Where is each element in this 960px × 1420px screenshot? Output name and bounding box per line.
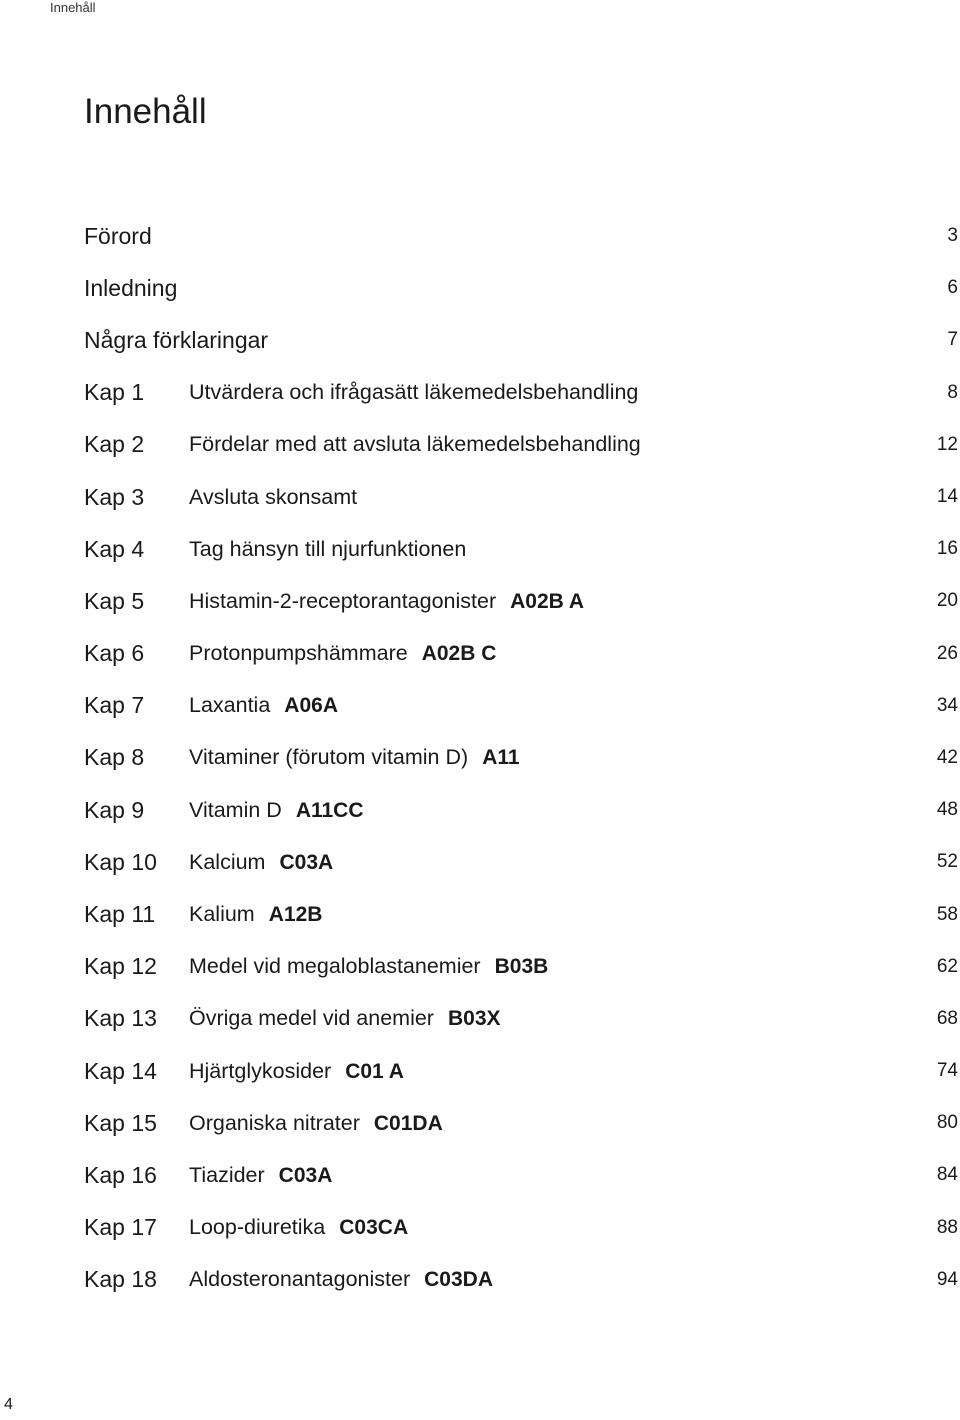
toc-entry-title bbox=[189, 432, 918, 457]
atc-code: A02B A bbox=[510, 589, 585, 613]
toc-title-text: Vitamin D bbox=[189, 797, 282, 822]
toc-entry-title bbox=[189, 745, 918, 770]
toc-entry-page: 12 bbox=[936, 433, 958, 455]
toc-entry-page: 68 bbox=[936, 1007, 958, 1029]
toc-title-text: Vitaminer (förutom vitamin D) bbox=[189, 745, 469, 770]
toc-entry-page: 88 bbox=[936, 1216, 958, 1238]
toc-chapter-number: Kap 12 bbox=[84, 953, 157, 980]
atc-code: C01DA bbox=[373, 1111, 443, 1135]
table-of-contents bbox=[84, 210, 958, 1306]
toc-entry-page: 74 bbox=[936, 1060, 958, 1082]
toc-entry-kap-16[interactable] bbox=[84, 1149, 958, 1201]
atc-code: C03DA bbox=[424, 1268, 493, 1292]
toc-entry-page: 34 bbox=[936, 694, 958, 716]
atc-code: B03X bbox=[447, 1007, 501, 1031]
atc-code: C03A bbox=[279, 850, 334, 874]
toc-entry-title bbox=[189, 1006, 918, 1031]
toc-entry-page: 14 bbox=[936, 486, 958, 508]
toc-chapter-number: Kap 4 bbox=[84, 535, 145, 562]
toc-chapter-number: Kap 2 bbox=[84, 431, 145, 458]
toc-entry-title bbox=[189, 380, 918, 405]
toc-entry-nagra-forklaringar[interactable] bbox=[84, 314, 958, 366]
toc-entry-title: Några förklaringar bbox=[84, 326, 269, 353]
toc-title-text: Aldosteronantagonister bbox=[189, 1267, 411, 1292]
toc-entry-title bbox=[189, 537, 918, 562]
toc-entry-page: 3 bbox=[947, 225, 958, 247]
toc-title-text: Laxantia bbox=[189, 693, 271, 718]
toc-title-text: Utvärdera och ifrågasätt läkemedelsbehandling bbox=[189, 380, 639, 405]
toc-chapter-number: Kap 15 bbox=[84, 1109, 157, 1136]
toc-entry-title bbox=[189, 954, 918, 979]
toc-entry-title bbox=[189, 1059, 918, 1084]
toc-chapter-number: Kap 13 bbox=[84, 1005, 157, 1032]
toc-chapter-number: Kap 1 bbox=[84, 379, 145, 406]
toc-entry-title: Inledning bbox=[84, 274, 178, 301]
toc-entry-page: 80 bbox=[936, 1112, 958, 1134]
toc-entry-page: 52 bbox=[936, 851, 958, 873]
toc-entry-title bbox=[189, 693, 918, 718]
toc-entry-title bbox=[189, 1267, 918, 1292]
toc-entry-title bbox=[189, 1111, 918, 1136]
toc-chapter-number: Kap 10 bbox=[84, 848, 157, 875]
toc-chapter-number: Kap 8 bbox=[84, 744, 145, 771]
toc-chapter-number: Kap 5 bbox=[84, 587, 145, 614]
toc-title-text: Kalium bbox=[189, 902, 255, 927]
toc-entry-page: 48 bbox=[936, 799, 958, 821]
toc-entry-title bbox=[189, 798, 918, 823]
toc-title-text: Hjärtglykosider bbox=[189, 1058, 332, 1083]
toc-title-text: Medel vid megaloblastanemier bbox=[189, 954, 481, 979]
atc-code: A11 bbox=[482, 746, 520, 770]
toc-entry-forord[interactable] bbox=[84, 210, 958, 262]
toc-entry-kap-9[interactable] bbox=[84, 784, 958, 836]
toc-entry-kap-4[interactable] bbox=[84, 523, 958, 575]
toc-title-text: Histamin-2-receptorantagonister bbox=[189, 588, 497, 613]
toc-chapter-number: Kap 7 bbox=[84, 692, 145, 719]
toc-entry-kap-14[interactable] bbox=[84, 1045, 958, 1097]
toc-chapter-number: Kap 16 bbox=[84, 1161, 157, 1188]
toc-entry-title bbox=[189, 589, 918, 614]
toc-entry-kap-10[interactable] bbox=[84, 836, 958, 888]
toc-title-text: Tiazider bbox=[189, 1162, 265, 1187]
toc-title-text: Loop-diuretika bbox=[189, 1215, 326, 1240]
toc-entry-title bbox=[189, 1163, 918, 1188]
atc-code: A06A bbox=[284, 694, 338, 718]
toc-chapter-number: Kap 17 bbox=[84, 1214, 157, 1241]
atc-code: C03CA bbox=[339, 1216, 409, 1240]
page-number: 4 bbox=[4, 1396, 13, 1413]
toc-entry-title bbox=[189, 902, 918, 927]
toc-entry-kap-5[interactable] bbox=[84, 575, 958, 627]
toc-entry-page: 26 bbox=[936, 642, 958, 664]
toc-chapter-number: Kap 14 bbox=[84, 1057, 157, 1084]
toc-entry-page: 94 bbox=[936, 1268, 958, 1290]
toc-chapter-number: Kap 18 bbox=[84, 1266, 157, 1293]
toc-entry-kap-6[interactable] bbox=[84, 628, 958, 680]
atc-code: A02B C bbox=[421, 642, 497, 666]
toc-entry-inledning[interactable] bbox=[84, 262, 958, 314]
toc-entry-kap-13[interactable] bbox=[84, 993, 958, 1045]
toc-entry-page: 20 bbox=[936, 590, 958, 612]
toc-entry-kap-18[interactable] bbox=[84, 1254, 958, 1306]
toc-chapter-number: Kap 11 bbox=[84, 901, 156, 928]
atc-code: C01 A bbox=[345, 1059, 404, 1083]
toc-title-text: Övriga medel vid anemier bbox=[189, 1006, 434, 1031]
running-header: Innehåll bbox=[50, 0, 96, 15]
atc-code: A11CC bbox=[295, 798, 364, 822]
atc-code: C03A bbox=[278, 1163, 333, 1187]
toc-entry-kap-8[interactable] bbox=[84, 732, 958, 784]
toc-chapter-number: Kap 3 bbox=[84, 483, 145, 510]
toc-entry-page: 7 bbox=[947, 329, 958, 351]
toc-entry-kap-2[interactable] bbox=[84, 419, 958, 471]
toc-chapter-number: Kap 9 bbox=[84, 796, 145, 823]
toc-title-text: Protonpumpshämmare bbox=[189, 641, 408, 666]
toc-title-text: Tag hänsyn till njurfunktionen bbox=[189, 536, 467, 561]
toc-entry-kap-15[interactable] bbox=[84, 1097, 958, 1149]
toc-title-text: Fördelar med att avsluta läkemedelsbehandling bbox=[189, 432, 641, 457]
toc-entry-page: 16 bbox=[936, 538, 958, 560]
toc-entry-page: 42 bbox=[936, 746, 958, 768]
toc-entry-kap-17[interactable] bbox=[84, 1202, 958, 1254]
toc-entry-kap-7[interactable] bbox=[84, 680, 958, 732]
toc-chapter-number: Kap 6 bbox=[84, 640, 145, 667]
toc-entry-kap-12[interactable] bbox=[84, 941, 958, 993]
toc-entry-page: 84 bbox=[936, 1164, 958, 1186]
atc-code: B03B bbox=[494, 955, 549, 979]
toc-entry-kap-11[interactable] bbox=[84, 888, 958, 940]
toc-entry-page: 8 bbox=[947, 381, 958, 403]
toc-entry-title bbox=[189, 485, 918, 510]
toc-entry-title: Förord bbox=[84, 222, 152, 249]
page-title: Innehåll bbox=[84, 92, 207, 131]
toc-entry-kap-3[interactable] bbox=[84, 471, 958, 523]
atc-code: A12B bbox=[268, 903, 323, 927]
toc-entry-page: 62 bbox=[936, 955, 958, 977]
toc-title-text: Kalcium bbox=[189, 849, 266, 874]
toc-entry-title bbox=[189, 850, 918, 875]
toc-title-text: Avsluta skonsamt bbox=[189, 484, 358, 509]
toc-entry-title bbox=[189, 1215, 918, 1240]
toc-entry-kap-1[interactable] bbox=[84, 367, 958, 419]
toc-title-text: Organiska nitrater bbox=[189, 1110, 360, 1135]
toc-entry-title bbox=[189, 641, 918, 666]
toc-entry-page: 6 bbox=[947, 277, 958, 299]
toc-entry-page: 58 bbox=[936, 903, 958, 925]
